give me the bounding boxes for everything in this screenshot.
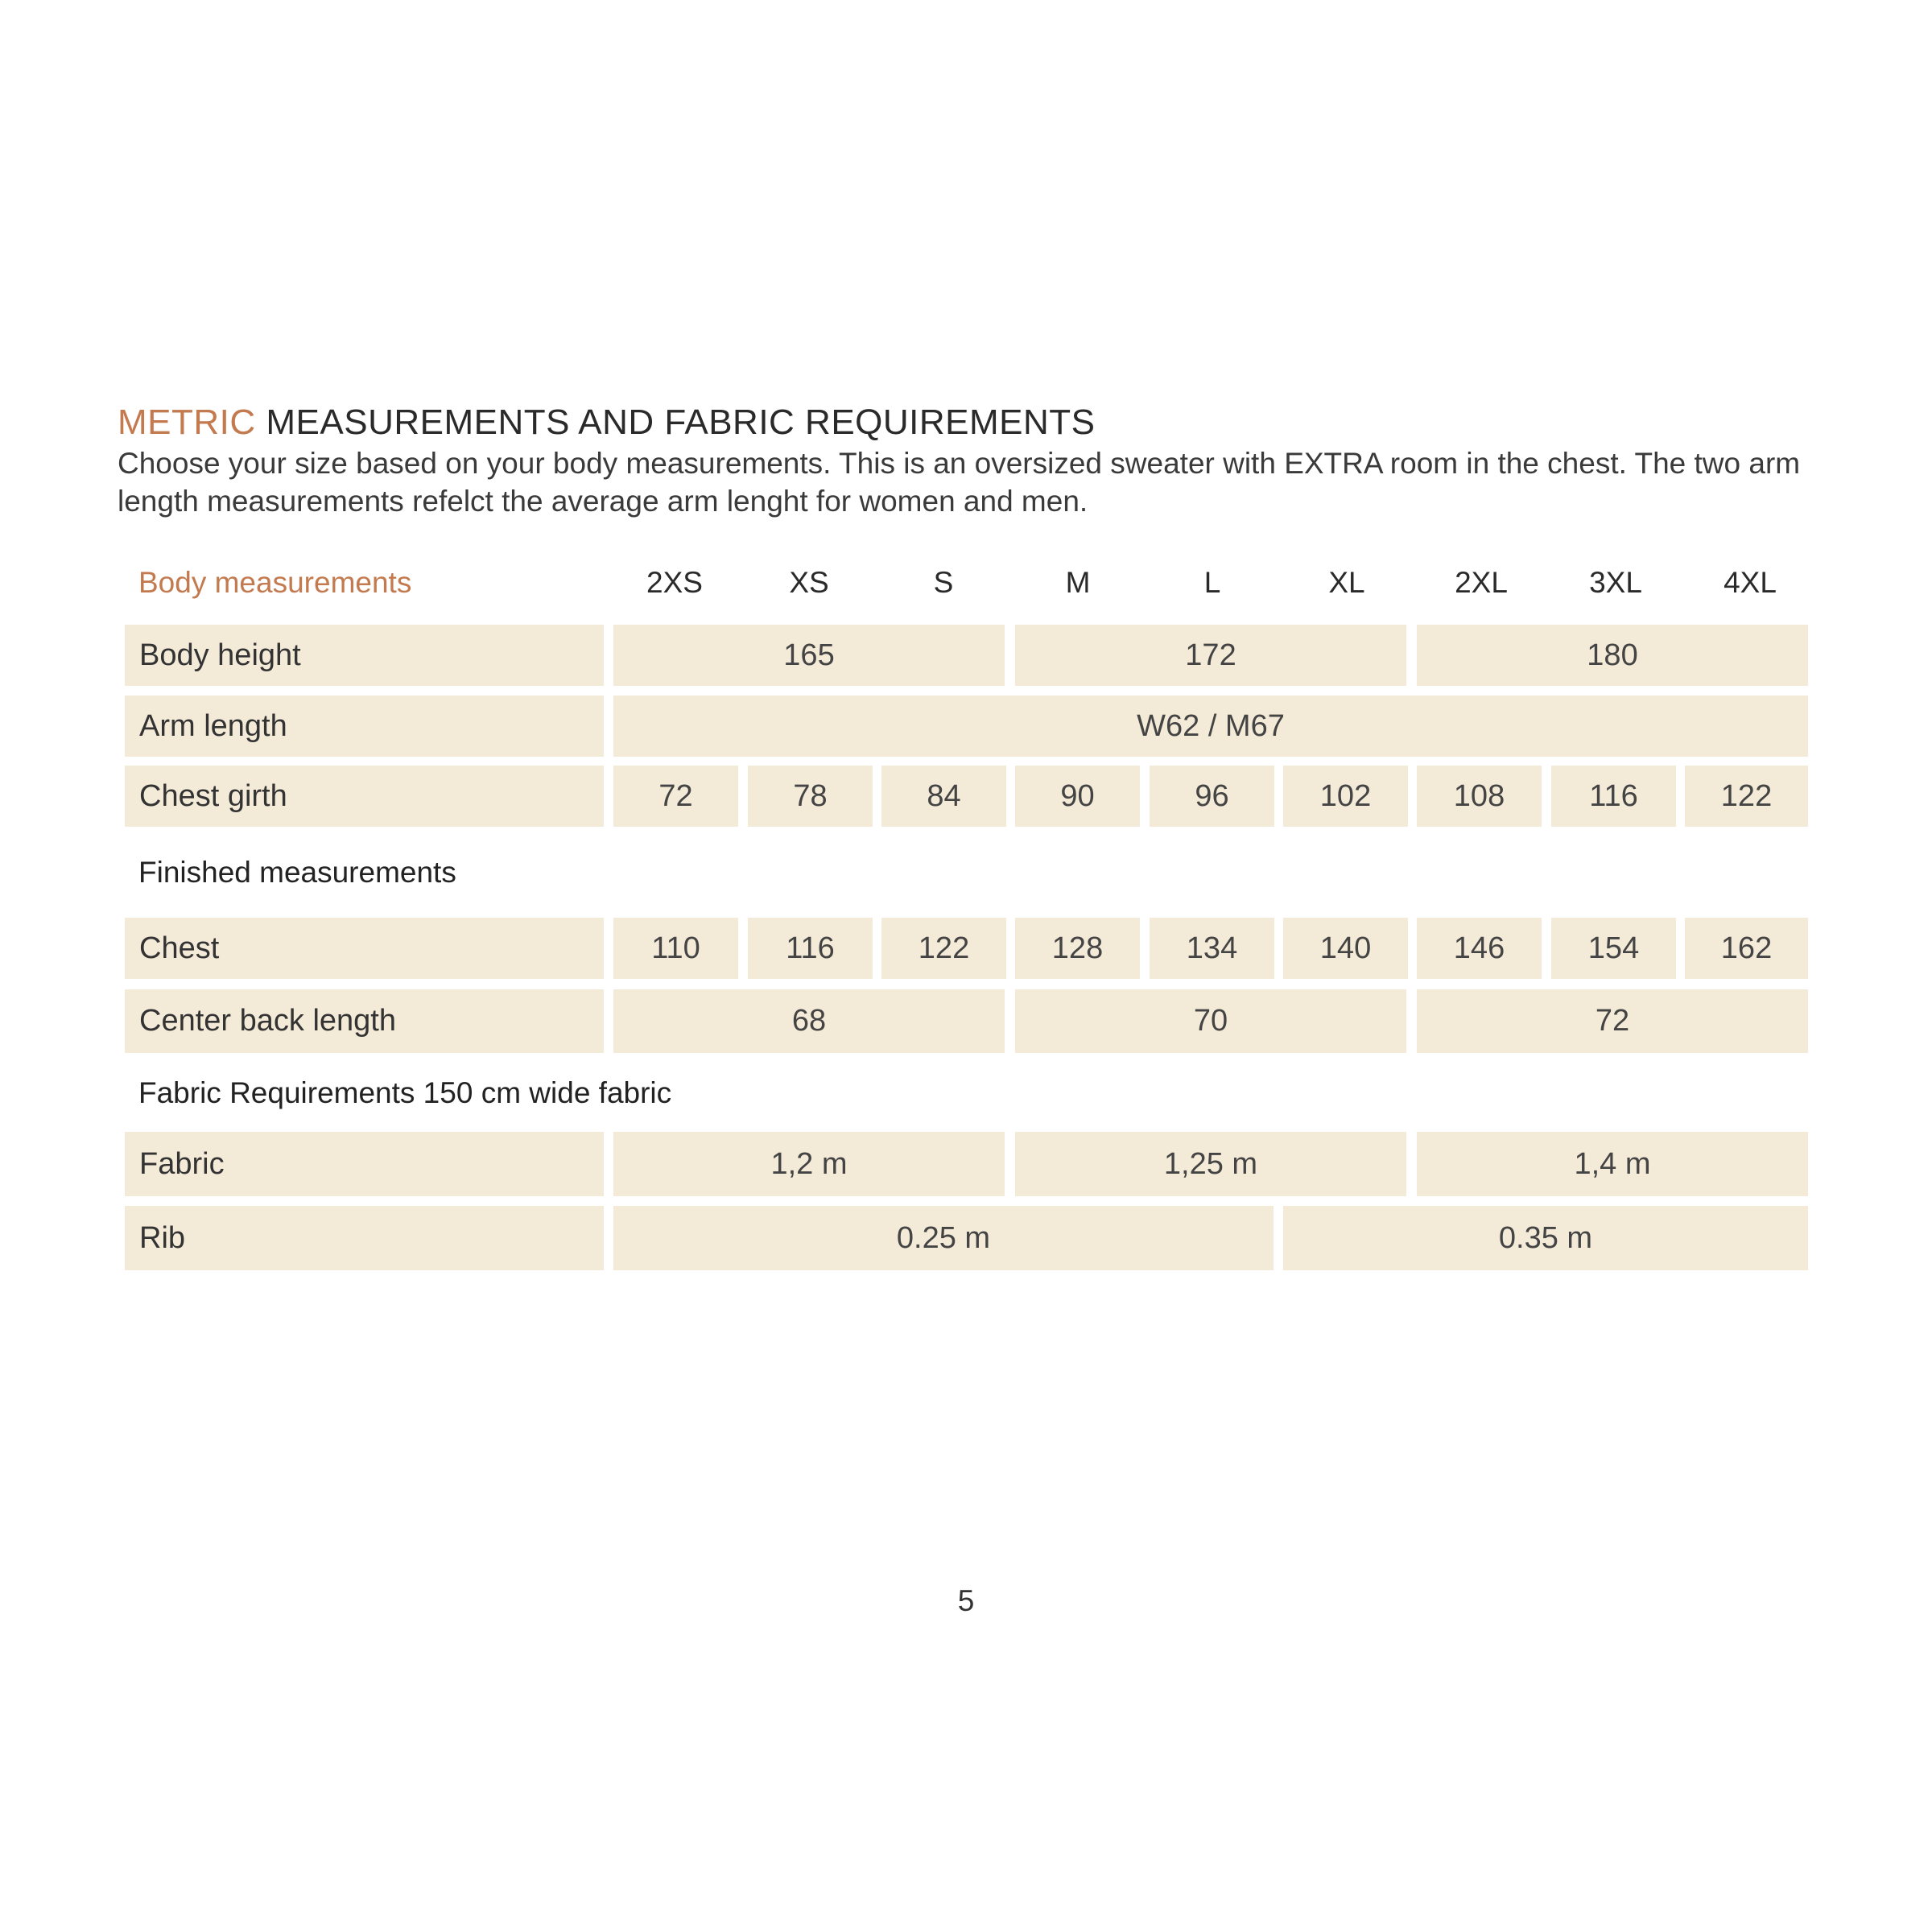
size-header-2xs: 2XS [646,566,703,599]
chest-cell: 116 [748,918,873,979]
title-rest: MEASUREMENTS AND FABRIC REQUIREMENTS [255,402,1096,442]
fabric-cell: 1,2 m [613,1132,1005,1196]
chest-cell: 122 [881,918,1006,979]
fabric-requirements-header: Fabric Requirements 150 cm wide fabric [138,1076,672,1109]
row-label-body-height: Body height [125,625,604,686]
size-header-xs: XS [789,566,829,599]
chest-cell: 128 [1015,918,1140,979]
chest-girth-cell: 72 [613,766,738,827]
chest-cell: 134 [1150,918,1274,979]
row-label-center-back-length: Center back length [125,989,604,1053]
row-label-rib: Rib [125,1206,604,1270]
center-back-cell: 68 [613,989,1005,1053]
chest-girth-cell: 78 [748,766,873,827]
size-header-m: M [1065,566,1091,599]
size-header-l: L [1203,566,1221,599]
fabric-cell: 1,4 m [1417,1132,1808,1196]
fabric-cell: 1,25 m [1015,1132,1406,1196]
chest-girth-cell: 116 [1551,766,1676,827]
center-back-cell: 72 [1417,989,1808,1053]
chest-girth-cell: 108 [1417,766,1542,827]
page-title [118,402,1096,443]
chest-girth-cell: 122 [1685,766,1808,827]
row-label-chest-girth: Chest girth [125,766,604,827]
size-header-3xl: 3XL [1589,566,1642,599]
row-label-chest: Chest [125,918,604,979]
chest-cell: 154 [1551,918,1676,979]
title-accent: METRIC [118,402,256,442]
rib-cell: 0.35 m [1283,1206,1808,1270]
body-height-cell: 172 [1015,625,1406,686]
finished-measurements-header: Finished measurements [138,856,456,889]
chest-girth-cell: 102 [1283,766,1408,827]
size-header-2xl: 2XL [1455,566,1508,599]
intro-text: Choose your size based on your body measurements. This is an oversized sweater with EXTRA room in the chest. The two arm length measurements refelct the average arm lenght for women and men. [118,447,1801,518]
size-header-4xl: 4XL [1724,566,1777,599]
chest-cell: 110 [613,918,738,979]
chest-cell: 162 [1685,918,1808,979]
chest-cell: 146 [1417,918,1542,979]
body-height-cell: 180 [1417,625,1808,686]
body-height-cell: 165 [613,625,1005,686]
chest-girth-cell: 84 [881,766,1006,827]
center-back-cell: 70 [1015,989,1406,1053]
row-label-arm-length: Arm length [125,696,604,757]
chest-girth-cell: 90 [1015,766,1140,827]
rib-cell: 0.25 m [613,1206,1274,1270]
arm-length-cell: W62 / M67 [613,696,1808,757]
size-header-xl: XL [1328,566,1365,599]
row-label-fabric: Fabric [125,1132,604,1196]
page-number: 5 [957,1584,975,1617]
chest-cell: 140 [1283,918,1408,979]
size-header-s: S [933,566,954,599]
body-measurements-header: Body measurements [138,566,412,599]
chest-girth-cell: 96 [1150,766,1274,827]
